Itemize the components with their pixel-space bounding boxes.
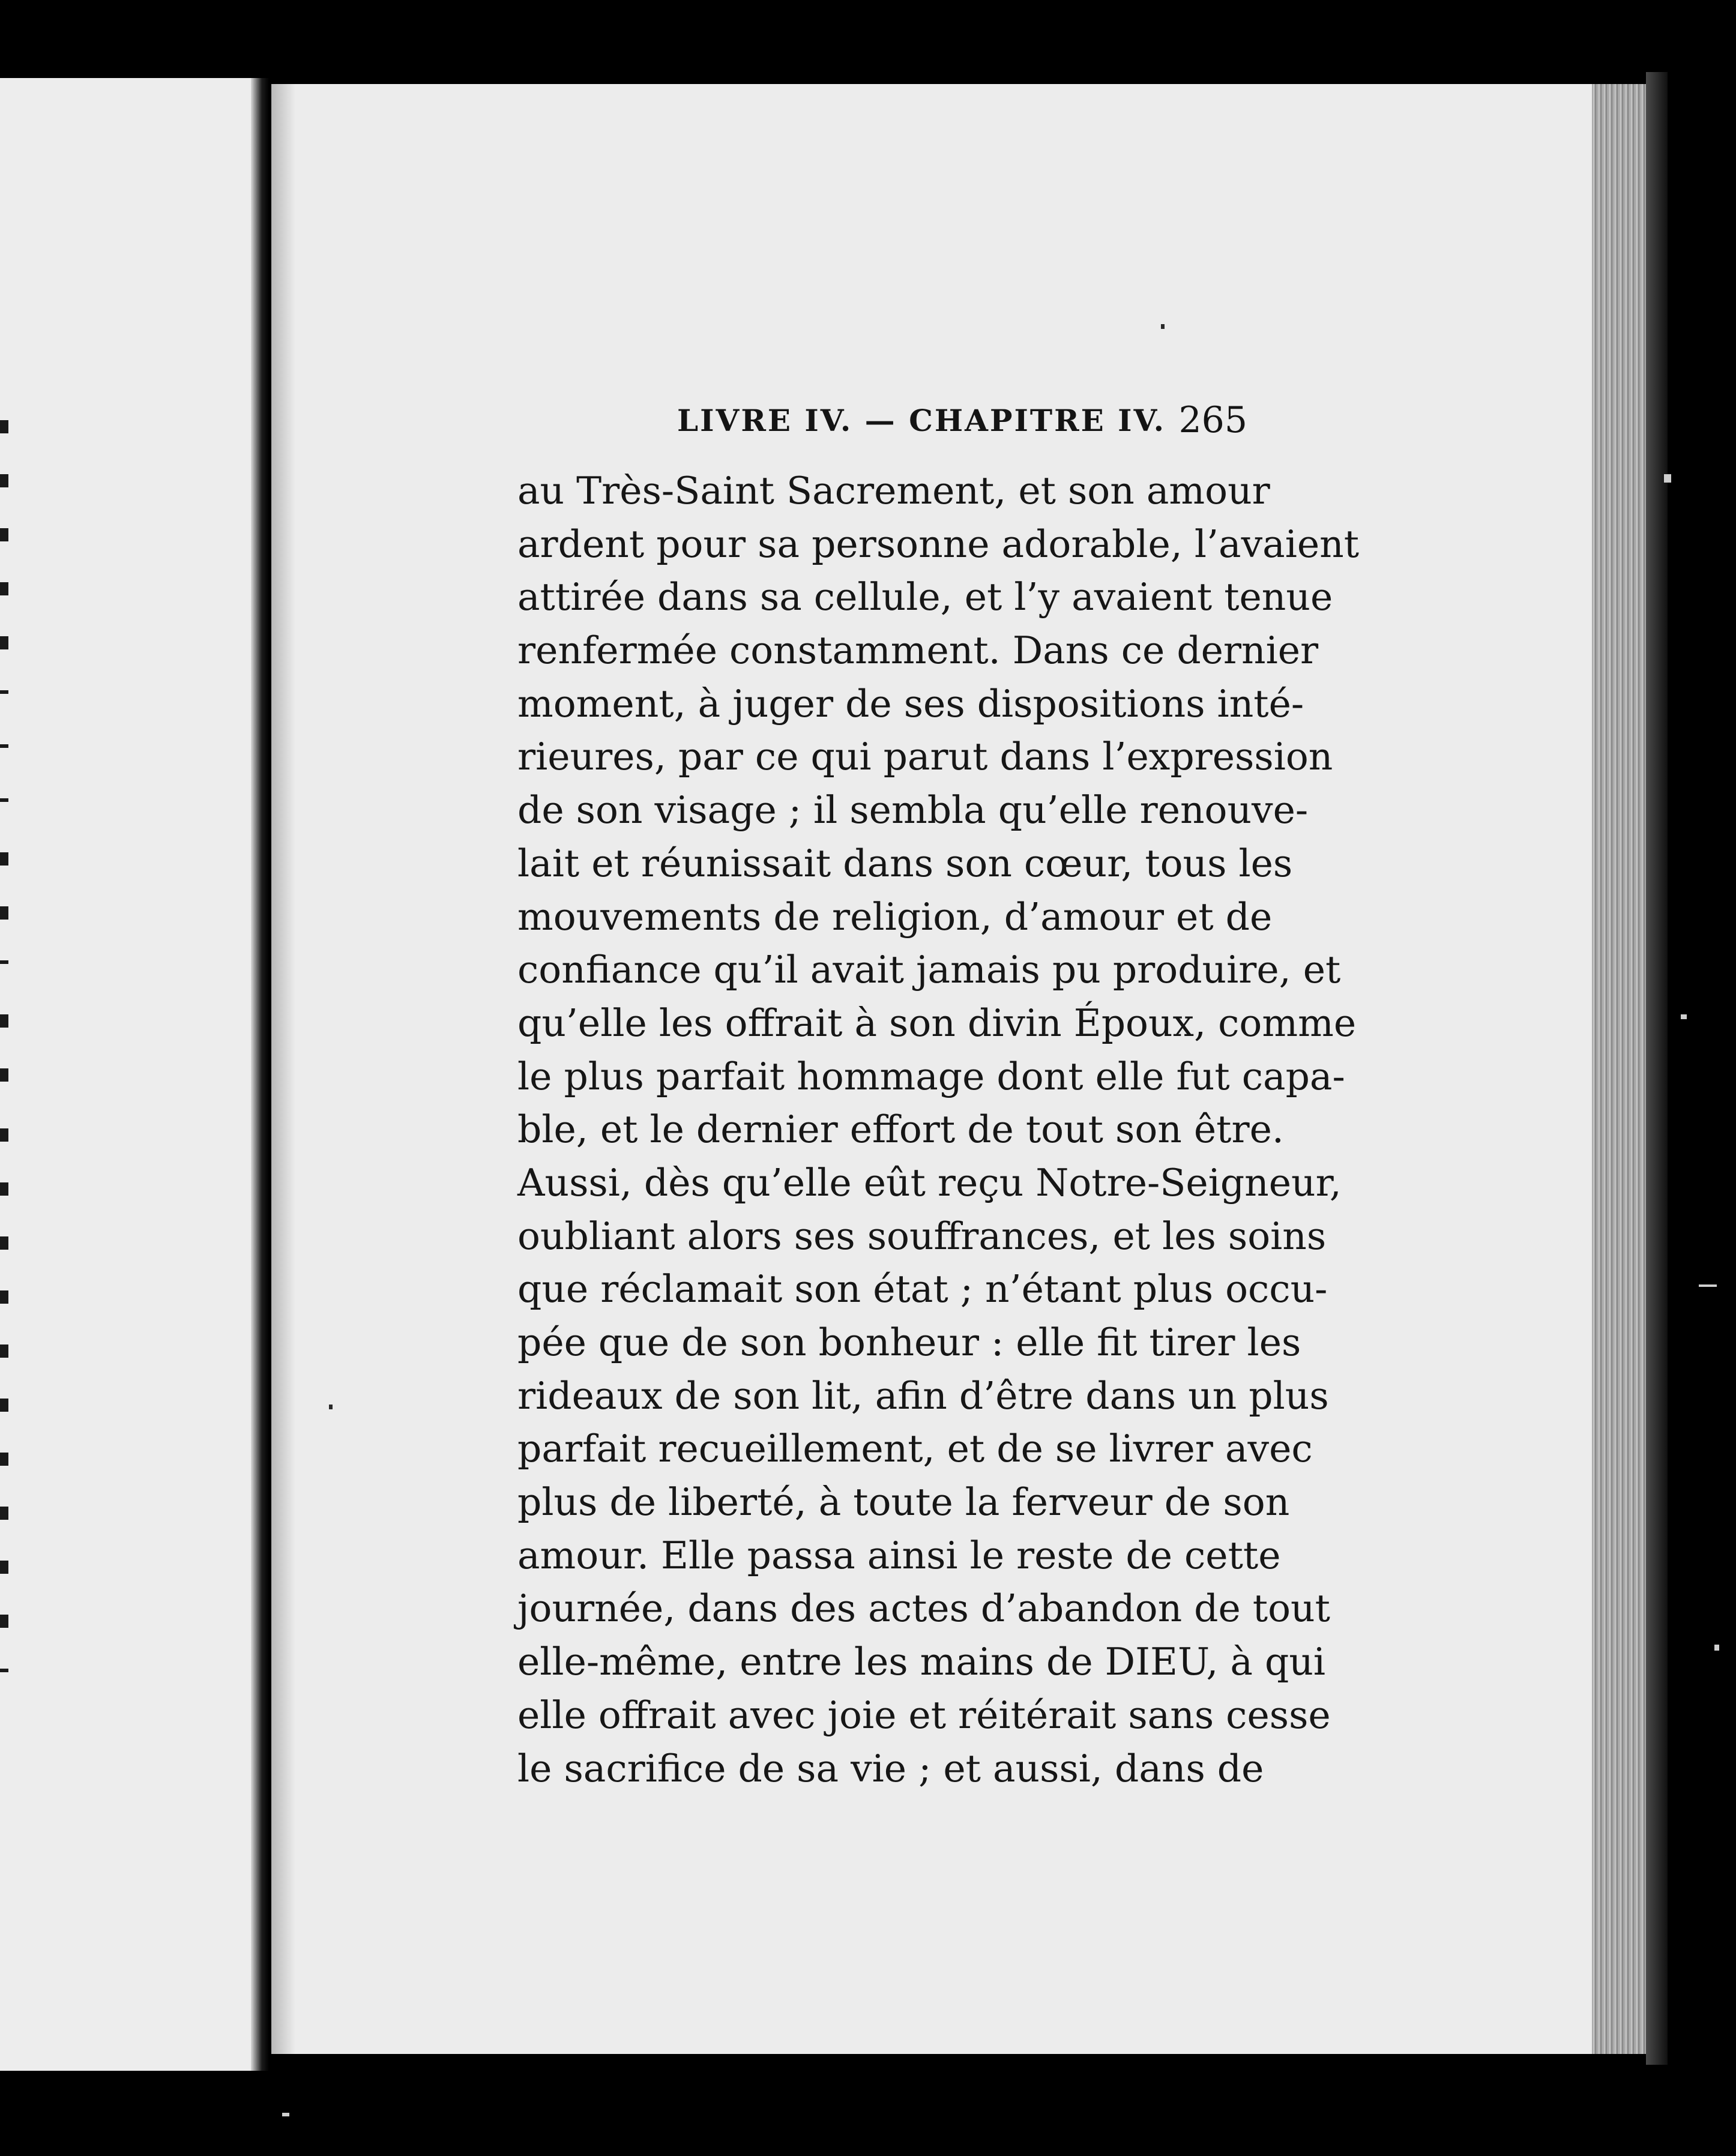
text-line: moment, à juger de ses dispositions inté- [517,681,1304,726]
text-line: le plus parfait hommage dont elle fut capa- [517,1054,1345,1098]
text-line: au Très-Saint Sacrement, et son amour [517,469,1270,513]
running-head [677,399,1247,444]
book-cover-edge [1646,72,1668,2065]
facing-page-text-fragments [0,420,14,1681]
text-line: attirée dans sa cellule, et l’y avaient tenue [517,575,1333,619]
text-line: elle-même, entre les mains de DIEU, à qui [517,1640,1326,1684]
text-line: le sacrifice de sa vie ; et aussi, dans de [517,1746,1264,1790]
running-title: LIVRE IV. — CHAPITRE IV. [677,403,1166,438]
text-line: oubliant alors ses souffrances, et les soins [517,1214,1327,1258]
text-line: rieures, par ce qui parut dans l’expression [517,735,1333,779]
text-line: que réclamait son état ; n’étant plus occu- [517,1267,1328,1311]
text-line: plus de liberté, à toute la ferveur de son [517,1480,1290,1525]
text-line: rideaux de son lit, afin d’être dans un plus [517,1373,1329,1418]
text-line: parfait recueillement, et de se livrer avec [517,1427,1313,1471]
text-line: amour. Elle passa ainsi le reste de cette [517,1533,1281,1577]
text-line: renfermée constamment. Dans ce dernier [517,628,1319,673]
text-line: de son visage ; il sembla qu’elle renouve- [517,788,1309,833]
facing-page-edge [0,78,258,2071]
text-line: confiance qu’il avait jamais pu produire, et [517,948,1341,992]
page-gutter-shadow [271,84,295,2054]
text-line: ble, et le dernier effort de tout son être. [517,1107,1284,1152]
binding-gutter [251,78,269,2071]
text-line: journée, dans des actes d’abandon de tout [517,1586,1330,1631]
page-number: 265 [1178,399,1247,441]
text-line: Aussi, dès qu’elle eût reçu Notre-Seigneur, [517,1160,1342,1205]
text-line: mouvements de religion, d’amour et de [517,894,1273,939]
text-line: lait et réunissait dans son cœur, tous les [517,841,1293,885]
text-line: elle offrait avec joie et réitérait sans cesse [517,1693,1331,1737]
body-text [517,465,1360,1795]
book-fore-edge [1592,84,1646,2054]
text-line: pée que de son bonheur : elle fit tirer les [517,1320,1301,1364]
text-line: ardent pour sa personne adorable, l’avaient [517,522,1360,566]
text-line: qu’elle les offrait à son divin Époux, comme [517,1001,1357,1045]
